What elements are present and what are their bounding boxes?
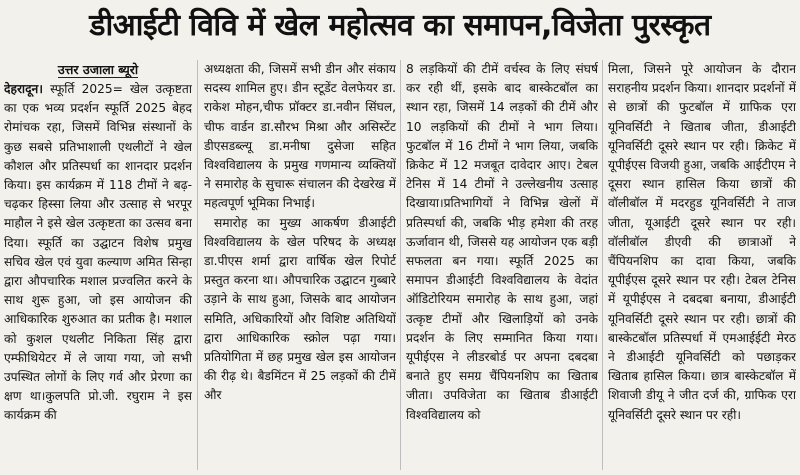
- article-column-1: [4, 60, 192, 470]
- byline: [4, 60, 192, 80]
- paragraph: अध्यक्षता की, जिसमें सभी डीन और संकाय सदस्य शामिल हुए। डीन स्टूडेंट वेलफेयर डा. राकेश मोहन,चीफ प्रॉक्टर डा.नवीन सिंघल, चीफ वार्डन डा.सौरभ मिश्रा और असिस्टेंट डीएसडब्ल्यू डा.मनीषा दुसेजा सहित विश्वविद्यालय के प्रमुख गणमान्य व्यक्तियों ने समारोह के सुचारू संचालन की देखरेख में महत्वपूर्ण भूमिका निभाई।: [204, 62, 396, 211]
- headline: डीआईटी विवि में खेल महोत्सव का समापन,विजेता पुरस्कृत: [89, 8, 711, 43]
- paragraph-text: स्फूर्ति 2025= खेल उत्कृष्टता का एक भव्य प्रदर्शन स्फूर्ति 2025 बेहद रोमांचक रहा, जिसमें विभिन्न संस्थानों के कुछ सबसे प्रतिभाशाली एथलीटों ने खेल कौशल और प्रतिस्पर्धा का शानदार प्रदर्शन किया। इस कार्यक्रम में 118 टीमों ने बढ़-चढ़कर हिस्सा लिया और उत्साह से भरपूर माहौल ने इसे खेल उत्कृष्टता का उत्सव बना दिया। स्फूर्ति का उद्घाटन विशेष प्रमुख सचिव खेल एवं युवा कल्याण अमित सिन्हा द्वारा औपचारिक मशाल प्रज्वलित करने के साथ शुरू हुआ, जो इस आयोजन की आधिकारिक शुरुआत का प्रतीक है। मशाल को कुशल एथलीट निकिता सिंह द्वारा एम्फीथियेटर में ले जाया गया, जो सभी उपस्थित लोगों के लिए गर्व और प्रेरणा का क्षण था।कुलपति प्रो.जी. रघुराम ने इस कार्यक्रम की: [4, 82, 192, 423]
- article-column-2: [204, 60, 396, 470]
- paragraph: मिला, जिसने पूरे आयोजन के दौरान सराहनीय प्रदर्शन किया। शानदार प्रदर्शनों में से छात्रों की फुटबॉल में ग्राफिक एरा यूनिवर्सिटी ने खिताब जीता, डीआईटी यूनिवर्सिटी दूसरे स्थान पर रही। क्रिकेट में यूपीईएस विजयी हुआ, जबकि आईटीएम ने दूसरा स्थान हासिल किया छात्रों की वॉलीबॉल में मदरहुड यूनिवर्सिटी ने ताज जीता, यूआईटी दूसरे स्थान पर रही। वॉलीबॉल डीएवी की छात्राओं ने चैंपियनशिप का दावा किया, जबकि यूपीईएस दूसरे स्थान पर रही। टेबल टेनिस में यूपीईएस ने दबदबा बनाया, डीआईटी यूनिवर्सिटी दूसरे स्थान पर रही। छात्रों की बास्केटबॉल प्रतिस्पर्धा में एमआईईटी मेरठ ने डीआईटी यूनिवर्सिटी को पछाड़कर खिताब हासिल किया। छात्र बास्केटबॉल में शिवाजी डीयू ने जीत दर्ज की, ग्राफिक एरा यूनिवर्सिटी दूसरे स्थान पर रही।: [608, 62, 796, 422]
- paragraph: [4, 80, 192, 426]
- article-column-4: [608, 60, 796, 470]
- column-divider: [400, 60, 401, 470]
- paragraph: समारोह का मुख्य आकर्षण डीआईटी विश्वविद्यालय के खेल परिषद के अध्यक्ष डा.पीएस शर्मा द्वारा वार्षिक खेल रिपोर्ट प्रस्तुत करना था। औपचारिक उद्घाटन गुब्बारे उड़ाने के साथ हुआ, जिसके बाद आयोजन समिति, अधिकारियों और विशिष्ट अतिथियों द्वारा आधिकारिक स्क्रोल पढ़ा गया। प्रतियोगिता में छह प्रमुख खेल इस आयोजन की रीढ़ थे। बैडमिंटन में 25 लड़कों की टीमें और: [204, 215, 396, 403]
- article-column-3: [406, 60, 598, 470]
- paragraph: 8 लड़कियों की टीमें वर्चस्व के लिए संघर्ष कर रही थीं, इसके बाद बास्केटबॉल का स्थान रहा, जिसमें 14 लड़कों की टीमें और 10 लड़कियों की टीमों ने भाग लिया। फुटबॉल में 16 टीमों ने भाग लिया, जबकि क्रिकेट में 12 मजबूत दावेदार आए। टेबल टेनिस में 14 टीमों ने उल्लेखनीय उत्साह दिखाया।प्रतिभागियों ने विभिन्न खेलों में प्रतिस्पर्धा की, जबकि भीड़ हमेशा की तरह ऊर्जावान थी, जिससे यह आयोजन एक बड़ी सफलता बन गया। स्फूर्ति 2025 का समापन डीआईटी विश्वविद्यालय के वेदांत ऑडिटोरियम समारोह के साथ हुआ, जहां उत्कृष्ट टीमों और खिलाड़ियों को उनके प्रदर्शन के लिए सम्मानित किया गया। यूपीईएस ने लीडरबोर्ड पर अपना दबदबा बनाते हुए समग्र चैंपियनशिप का खिताब जीता। उपविजेता का खिताब डीआईटी विश्वविद्यालय को: [406, 62, 598, 422]
- column-divider: [197, 60, 198, 470]
- dateline: देहरादून।: [4, 82, 43, 96]
- column-divider: [602, 60, 603, 470]
- byline-text: उत्तर उजाला ब्यूरो: [57, 62, 139, 77]
